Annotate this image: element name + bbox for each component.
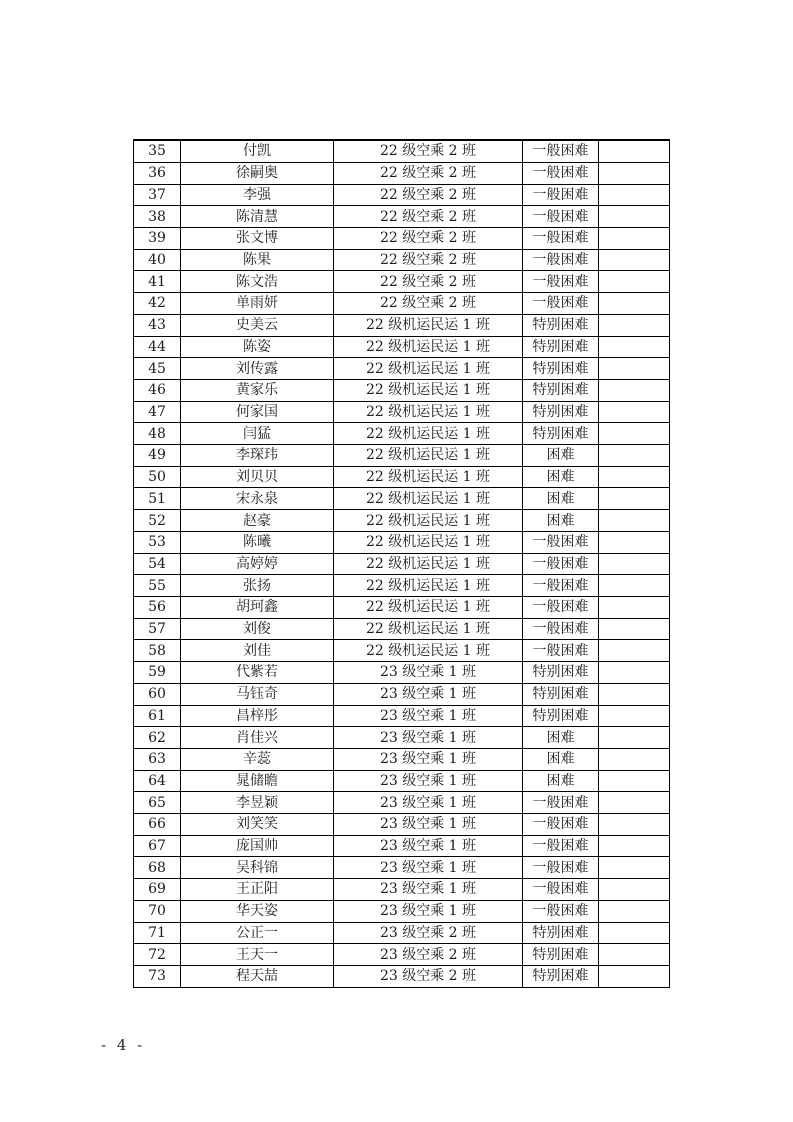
table-row [134, 879, 670, 901]
class-name-cell: 22 级空乘 2 班 [334, 249, 523, 271]
table-row [134, 358, 670, 380]
table-row [134, 401, 670, 423]
difficulty-level-cell: 困难 [523, 445, 599, 467]
row-index-cell: 43 [134, 314, 181, 336]
row-index-cell: 54 [134, 553, 181, 575]
student-name-cell: 史美云 [181, 314, 334, 336]
class-name-cell: 22 级机运民运 1 班 [334, 553, 523, 575]
row-index-cell: 39 [134, 228, 181, 250]
difficulty-level-cell: 特别困难 [523, 423, 599, 445]
student-name-cell: 李强 [181, 184, 334, 206]
empty-cell [599, 662, 670, 684]
table-row [134, 553, 670, 575]
empty-cell [599, 944, 670, 966]
empty-cell [599, 965, 670, 987]
difficulty-level-cell: 一般困难 [523, 553, 599, 575]
row-index-cell: 69 [134, 879, 181, 901]
empty-cell [599, 228, 670, 250]
difficulty-level-cell: 一般困难 [523, 879, 599, 901]
class-name-cell: 22 级机运民运 1 班 [334, 466, 523, 488]
empty-cell [599, 792, 670, 814]
student-name-cell: 高婷婷 [181, 553, 334, 575]
row-index-cell: 42 [134, 293, 181, 315]
empty-cell [599, 900, 670, 922]
student-name-cell: 李琛玮 [181, 445, 334, 467]
table-row [134, 662, 670, 684]
empty-cell [599, 727, 670, 749]
row-index-cell: 61 [134, 705, 181, 727]
class-name-cell: 23 级空乘 1 班 [334, 748, 523, 770]
table-row [134, 140, 670, 162]
class-name-cell: 22 级空乘 2 班 [334, 206, 523, 228]
student-name-cell: 何家国 [181, 401, 334, 423]
empty-cell [599, 379, 670, 401]
page-number: - 4 - [101, 1036, 146, 1054]
table-row [134, 965, 670, 987]
row-index-cell: 49 [134, 445, 181, 467]
class-name-cell: 23 级空乘 1 班 [334, 727, 523, 749]
row-index-cell: 36 [134, 162, 181, 184]
difficulty-level-cell: 一般困难 [523, 814, 599, 836]
difficulty-level-cell: 一般困难 [523, 792, 599, 814]
row-index-cell: 56 [134, 596, 181, 618]
difficulty-level-cell: 特别困难 [523, 379, 599, 401]
difficulty-level-cell: 一般困难 [523, 162, 599, 184]
student-name-cell: 华天姿 [181, 900, 334, 922]
difficulty-level-cell: 一般困难 [523, 900, 599, 922]
row-index-cell: 66 [134, 814, 181, 836]
class-name-cell: 22 级机运民运 1 班 [334, 510, 523, 532]
table-row [134, 466, 670, 488]
difficulty-level-cell: 一般困难 [523, 228, 599, 250]
difficulty-level-cell: 困难 [523, 770, 599, 792]
student-name-cell: 单雨妍 [181, 293, 334, 315]
student-name-cell: 庞国帅 [181, 835, 334, 857]
row-index-cell: 53 [134, 531, 181, 553]
student-name-cell: 辛蕊 [181, 748, 334, 770]
class-name-cell: 22 级机运民运 1 班 [334, 531, 523, 553]
difficulty-level-cell: 困难 [523, 727, 599, 749]
empty-cell [599, 488, 670, 510]
student-name-cell: 程天喆 [181, 965, 334, 987]
empty-cell [599, 770, 670, 792]
student-roster-table [133, 139, 670, 988]
class-name-cell: 23 级空乘 1 班 [334, 662, 523, 684]
table-row [134, 228, 670, 250]
empty-cell [599, 575, 670, 597]
difficulty-level-cell: 特别困难 [523, 314, 599, 336]
row-index-cell: 51 [134, 488, 181, 510]
row-index-cell: 63 [134, 748, 181, 770]
table-row [134, 293, 670, 315]
empty-cell [599, 423, 670, 445]
row-index-cell: 46 [134, 379, 181, 401]
difficulty-level-cell: 特别困难 [523, 358, 599, 380]
student-name-cell: 刘笑笑 [181, 814, 334, 836]
row-index-cell: 71 [134, 922, 181, 944]
difficulty-level-cell: 一般困难 [523, 271, 599, 293]
difficulty-level-cell: 一般困难 [523, 293, 599, 315]
difficulty-level-cell: 困难 [523, 510, 599, 532]
student-name-cell: 李昱颖 [181, 792, 334, 814]
empty-cell [599, 748, 670, 770]
empty-cell [599, 640, 670, 662]
difficulty-level-cell: 一般困难 [523, 575, 599, 597]
class-name-cell: 23 级空乘 2 班 [334, 965, 523, 987]
class-name-cell: 22 级机运民运 1 班 [334, 618, 523, 640]
empty-cell [599, 271, 670, 293]
row-index-cell: 73 [134, 965, 181, 987]
row-index-cell: 40 [134, 249, 181, 271]
class-name-cell: 22 级机运民运 1 班 [334, 575, 523, 597]
empty-cell [599, 683, 670, 705]
difficulty-level-cell: 一般困难 [523, 249, 599, 271]
empty-cell [599, 358, 670, 380]
row-index-cell: 48 [134, 423, 181, 445]
empty-cell [599, 705, 670, 727]
class-name-cell: 22 级机运民运 1 班 [334, 401, 523, 423]
class-name-cell: 22 级机运民运 1 班 [334, 596, 523, 618]
empty-cell [599, 336, 670, 358]
table-row [134, 640, 670, 662]
student-name-cell: 闫猛 [181, 423, 334, 445]
student-name-cell: 刘俊 [181, 618, 334, 640]
student-name-cell: 陈文浩 [181, 271, 334, 293]
class-name-cell: 23 级空乘 1 班 [334, 792, 523, 814]
empty-cell [599, 618, 670, 640]
empty-cell [599, 553, 670, 575]
table-row [134, 445, 670, 467]
empty-cell [599, 206, 670, 228]
class-name-cell: 22 级机运民运 1 班 [334, 423, 523, 445]
empty-cell [599, 401, 670, 423]
student-name-cell: 徐嗣奥 [181, 162, 334, 184]
table-row [134, 379, 670, 401]
difficulty-level-cell: 一般困难 [523, 184, 599, 206]
class-name-cell: 22 级机运民运 1 班 [334, 640, 523, 662]
difficulty-level-cell: 特别困难 [523, 922, 599, 944]
difficulty-level-cell: 一般困难 [523, 596, 599, 618]
table-row [134, 705, 670, 727]
student-name-cell: 王天一 [181, 944, 334, 966]
student-name-cell: 刘贝贝 [181, 466, 334, 488]
student-name-cell: 黄家乐 [181, 379, 334, 401]
table-row [134, 944, 670, 966]
class-name-cell: 23 级空乘 1 班 [334, 857, 523, 879]
class-name-cell: 22 级机运民运 1 班 [334, 336, 523, 358]
difficulty-level-cell: 一般困难 [523, 857, 599, 879]
student-name-cell: 陈清慧 [181, 206, 334, 228]
empty-cell [599, 879, 670, 901]
difficulty-level-cell: 一般困难 [523, 618, 599, 640]
student-name-cell: 昌梓彤 [181, 705, 334, 727]
table-row [134, 770, 670, 792]
row-index-cell: 45 [134, 358, 181, 380]
difficulty-level-cell: 困难 [523, 488, 599, 510]
row-index-cell: 41 [134, 271, 181, 293]
difficulty-level-cell: 困难 [523, 748, 599, 770]
class-name-cell: 22 级机运民运 1 班 [334, 358, 523, 380]
difficulty-level-cell: 困难 [523, 466, 599, 488]
class-name-cell: 23 级空乘 1 班 [334, 814, 523, 836]
table-row [134, 423, 670, 445]
row-index-cell: 52 [134, 510, 181, 532]
student-name-cell: 陈果 [181, 249, 334, 271]
class-name-cell: 23 级空乘 1 班 [334, 879, 523, 901]
difficulty-level-cell: 一般困难 [523, 140, 599, 162]
class-name-cell: 23 级空乘 1 班 [334, 835, 523, 857]
empty-cell [599, 249, 670, 271]
table-row [134, 249, 670, 271]
roster-table-body [134, 140, 670, 988]
empty-cell [599, 531, 670, 553]
student-name-cell: 付凯 [181, 140, 334, 162]
empty-cell [599, 140, 670, 162]
student-name-cell: 陈姿 [181, 336, 334, 358]
student-name-cell: 公正一 [181, 922, 334, 944]
row-index-cell: 68 [134, 857, 181, 879]
table-row [134, 900, 670, 922]
table-row [134, 510, 670, 532]
difficulty-level-cell: 一般困难 [523, 640, 599, 662]
table-row [134, 727, 670, 749]
row-index-cell: 60 [134, 683, 181, 705]
empty-cell [599, 922, 670, 944]
class-name-cell: 22 级机运民运 1 班 [334, 488, 523, 510]
table-row [134, 748, 670, 770]
student-name-cell: 马钰奇 [181, 683, 334, 705]
table-row [134, 336, 670, 358]
row-index-cell: 44 [134, 336, 181, 358]
table-row [134, 835, 670, 857]
table-row [134, 922, 670, 944]
class-name-cell: 23 级空乘 1 班 [334, 770, 523, 792]
table-row [134, 575, 670, 597]
table-row [134, 206, 670, 228]
class-name-cell: 23 级空乘 1 班 [334, 683, 523, 705]
table-row [134, 596, 670, 618]
row-index-cell: 47 [134, 401, 181, 423]
student-name-cell: 刘传露 [181, 358, 334, 380]
difficulty-level-cell: 特别困难 [523, 705, 599, 727]
empty-cell [599, 184, 670, 206]
student-name-cell: 晁储瞻 [181, 770, 334, 792]
student-name-cell: 宋永泉 [181, 488, 334, 510]
row-index-cell: 37 [134, 184, 181, 206]
row-index-cell: 70 [134, 900, 181, 922]
difficulty-level-cell: 特别困难 [523, 662, 599, 684]
student-name-cell: 肖佳兴 [181, 727, 334, 749]
class-name-cell: 22 级空乘 2 班 [334, 228, 523, 250]
difficulty-level-cell: 特别困难 [523, 336, 599, 358]
difficulty-level-cell: 特别困难 [523, 401, 599, 423]
student-name-cell: 王正阳 [181, 879, 334, 901]
row-index-cell: 62 [134, 727, 181, 749]
class-name-cell: 22 级空乘 2 班 [334, 140, 523, 162]
table-row [134, 271, 670, 293]
student-name-cell: 赵豪 [181, 510, 334, 532]
class-name-cell: 23 级空乘 1 班 [334, 900, 523, 922]
empty-cell [599, 314, 670, 336]
row-index-cell: 50 [134, 466, 181, 488]
class-name-cell: 22 级空乘 2 班 [334, 184, 523, 206]
student-name-cell: 刘佳 [181, 640, 334, 662]
student-name-cell: 陈曦 [181, 531, 334, 553]
empty-cell [599, 293, 670, 315]
class-name-cell: 22 级机运民运 1 班 [334, 314, 523, 336]
empty-cell [599, 510, 670, 532]
empty-cell [599, 162, 670, 184]
row-index-cell: 59 [134, 662, 181, 684]
empty-cell [599, 596, 670, 618]
table-row [134, 184, 670, 206]
empty-cell [599, 857, 670, 879]
difficulty-level-cell: 一般困难 [523, 835, 599, 857]
row-index-cell: 35 [134, 140, 181, 162]
row-index-cell: 65 [134, 792, 181, 814]
row-index-cell: 64 [134, 770, 181, 792]
empty-cell [599, 835, 670, 857]
row-index-cell: 38 [134, 206, 181, 228]
table-row [134, 488, 670, 510]
class-name-cell: 23 级空乘 1 班 [334, 705, 523, 727]
empty-cell [599, 445, 670, 467]
table-row [134, 683, 670, 705]
row-index-cell: 57 [134, 618, 181, 640]
difficulty-level-cell: 特别困难 [523, 683, 599, 705]
row-index-cell: 67 [134, 835, 181, 857]
student-name-cell: 张扬 [181, 575, 334, 597]
difficulty-level-cell: 特别困难 [523, 944, 599, 966]
table-row [134, 857, 670, 879]
class-name-cell: 23 级空乘 2 班 [334, 944, 523, 966]
student-name-cell: 吴科锦 [181, 857, 334, 879]
empty-cell [599, 466, 670, 488]
class-name-cell: 22 级空乘 2 班 [334, 293, 523, 315]
student-name-cell: 胡珂鑫 [181, 596, 334, 618]
difficulty-level-cell: 特别困难 [523, 965, 599, 987]
class-name-cell: 22 级空乘 2 班 [334, 271, 523, 293]
class-name-cell: 22 级机运民运 1 班 [334, 445, 523, 467]
table-row [134, 618, 670, 640]
row-index-cell: 55 [134, 575, 181, 597]
student-name-cell: 代紫若 [181, 662, 334, 684]
table-row [134, 792, 670, 814]
difficulty-level-cell: 一般困难 [523, 531, 599, 553]
student-name-cell: 张文博 [181, 228, 334, 250]
class-name-cell: 22 级机运民运 1 班 [334, 379, 523, 401]
class-name-cell: 23 级空乘 2 班 [334, 922, 523, 944]
class-name-cell: 22 级空乘 2 班 [334, 162, 523, 184]
row-index-cell: 58 [134, 640, 181, 662]
difficulty-level-cell: 一般困难 [523, 206, 599, 228]
empty-cell [599, 814, 670, 836]
row-index-cell: 72 [134, 944, 181, 966]
table-row [134, 314, 670, 336]
table-row [134, 162, 670, 184]
table-row [134, 814, 670, 836]
table-row [134, 531, 670, 553]
